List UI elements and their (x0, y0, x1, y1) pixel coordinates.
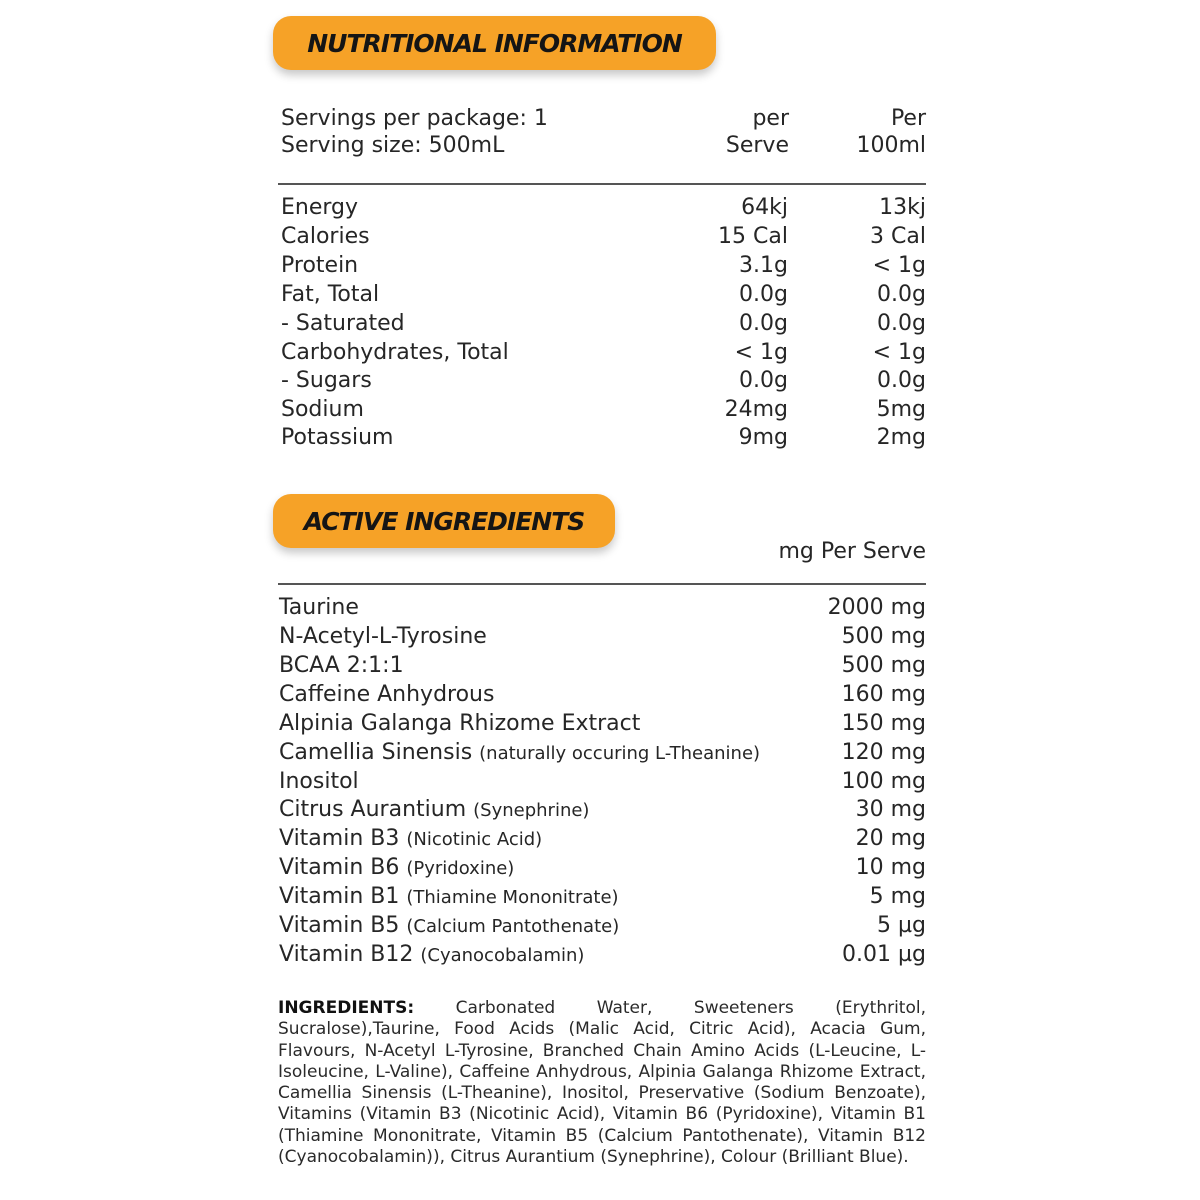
nutrient-per-100: 0.0g (877, 311, 926, 336)
active-name: Alpinia Galanga Rhizome Extract (279, 711, 641, 736)
nutrient-per-serve: 15 Cal (718, 224, 788, 249)
ingredients-paragraph (278, 998, 926, 1168)
active-row (279, 682, 926, 711)
nutrition-row (281, 282, 926, 311)
active-row (279, 653, 926, 682)
active-amount: 100 mg (841, 769, 926, 794)
active-name: Camellia Sinensis (279, 740, 473, 765)
servings-per-package: Servings per package: 1 (281, 106, 548, 131)
serving-size: Serving size: 500mL (281, 133, 505, 158)
active-name: Inositol (279, 769, 359, 794)
nutrient-per-serve: 24mg (724, 397, 788, 422)
nutrient-name: Energy (281, 195, 359, 220)
active-name: Vitamin B3 (279, 826, 400, 851)
active-name: Vitamin B6 (279, 855, 400, 880)
nutrition-row (281, 253, 926, 282)
active-amount: 0.01 µg (842, 942, 926, 967)
nutrient-name: - Sugars (281, 368, 372, 393)
col-per-serve-bottom: Serve (725, 133, 789, 158)
nutrient-per-serve: 0.0g (739, 368, 788, 393)
active-amount: 5 µg (877, 913, 926, 938)
active-note: (Synephrine) (473, 800, 590, 821)
active-amount: 120 mg (841, 740, 926, 765)
active-amount: 30 mg (855, 797, 926, 822)
active-note: (Nicotinic Acid) (406, 829, 543, 850)
mg-per-serve-label: mg Per Serve (778, 539, 926, 564)
active-row (279, 797, 926, 826)
active-amount: 5 mg (869, 884, 926, 909)
active-note: (Thiamine Mononitrate) (406, 887, 619, 908)
active-note: (Pyridoxine) (406, 858, 515, 879)
nutrient-per-100: 0.0g (877, 368, 926, 393)
active-ingredients-title: ACTIVE INGREDIENTS (303, 506, 585, 536)
active-row (279, 884, 926, 913)
active-name: Caffeine Anhydrous (279, 682, 495, 707)
active-row (279, 855, 926, 884)
nutrition-row (281, 224, 926, 253)
nutrition-row (281, 311, 926, 340)
active-amount: 160 mg (841, 682, 926, 707)
active-amount: 2000 mg (827, 595, 926, 620)
active-name: BCAA 2:1:1 (279, 653, 404, 678)
nutrition-divider (278, 183, 926, 185)
nutrition-row (281, 340, 926, 369)
active-name: Vitamin B5 (279, 913, 400, 938)
active-amount: 10 mg (855, 855, 926, 880)
active-row (279, 740, 926, 769)
nutrition-row (281, 368, 926, 397)
nutrient-per-100: < 1g (872, 340, 926, 365)
active-note: (Cyanocobalamin) (420, 945, 585, 966)
active-amount: 500 mg (841, 653, 926, 678)
nutrition-row (281, 397, 926, 426)
nutrient-name: Protein (281, 253, 359, 278)
nutrient-per-serve: 64kj (741, 195, 788, 220)
active-amount: 20 mg (855, 826, 926, 851)
active-note: (naturally occuring L-Theanine) (479, 743, 761, 764)
active-ingredients-header (273, 494, 615, 548)
active-amount: 500 mg (841, 624, 926, 649)
col-per-100-bottom: 100ml (856, 133, 926, 158)
nutrient-per-serve: 3.1g (739, 253, 788, 278)
active-row (279, 913, 926, 942)
nutrient-per-100: 3 Cal (870, 224, 926, 249)
active-note: (Calcium Pantothenate) (406, 916, 620, 937)
nutrient-name: Fat, Total (281, 282, 380, 307)
col-per-serve-top: per (752, 106, 789, 131)
nutrient-per-100: 13kj (879, 195, 926, 220)
nutritional-information-header (273, 16, 716, 70)
nutrient-name: Carbohydrates, Total (281, 340, 509, 365)
active-row (279, 595, 926, 624)
active-divider (278, 583, 926, 585)
nutrient-name: Calories (281, 224, 370, 249)
nutrient-per-100: 5mg (876, 397, 926, 422)
active-row (279, 624, 926, 653)
nutrition-row (281, 195, 926, 224)
active-name: Vitamin B1 (279, 884, 400, 909)
nutrient-per-100: 0.0g (877, 282, 926, 307)
col-per-100-top: Per (890, 106, 926, 131)
nutrient-name: Sodium (281, 397, 364, 422)
nutrient-name: - Saturated (281, 311, 405, 336)
active-row (279, 769, 926, 798)
nutrient-per-100: < 1g (872, 253, 926, 278)
nutrient-per-serve: 0.0g (739, 311, 788, 336)
active-row (279, 711, 926, 740)
nutrient-per-100: 2mg (876, 425, 926, 450)
nutrition-row (281, 425, 926, 454)
ingredients-text: Carbonated Water, Sweeteners (Erythritol, Sucralose),Taurine, Food Acids (Malic Acid, Citric Acid), Acacia Gum, Flavours, N-Acetyl L-Tyrosine, Branched Chain Amino Acids (L-Leucine, L-Isoleucine, L-Valine), Caffeine Anhydrous, Alpinia Galanga Rhizome Extract, Camellia Sinensis (L-Theanine), Inositol, Preservative (Sodium Benzoate), Vitamins (Vitamin B3 (Nicotinic Acid), Vitamin B6 (Pyridoxine), Vitamin B1 (Thiamine Mononitrate, Vitamin B5 (Calcium Pantothenate), Vitamin B12 (Cyanocobalamin)), Citrus Aurantium (Synephrine), Colour (Brilliant Blue). (278, 998, 926, 1168)
nutrient-name: Potassium (281, 425, 394, 450)
active-amount: 150 mg (841, 711, 926, 736)
nutrient-per-serve: 0.0g (739, 282, 788, 307)
active-row (279, 826, 926, 855)
active-name: Vitamin B12 (279, 942, 414, 967)
active-name: Taurine (279, 595, 359, 620)
active-name: Citrus Aurantium (279, 797, 467, 822)
nutrient-per-serve: 9mg (738, 425, 788, 450)
ingredients-label: INGREDIENTS: (278, 998, 415, 1018)
nutritional-information-title: NUTRITIONAL INFORMATION (307, 28, 682, 58)
active-row (279, 942, 926, 971)
active-name: N-Acetyl-L-Tyrosine (279, 624, 487, 649)
nutrient-per-serve: < 1g (734, 340, 788, 365)
